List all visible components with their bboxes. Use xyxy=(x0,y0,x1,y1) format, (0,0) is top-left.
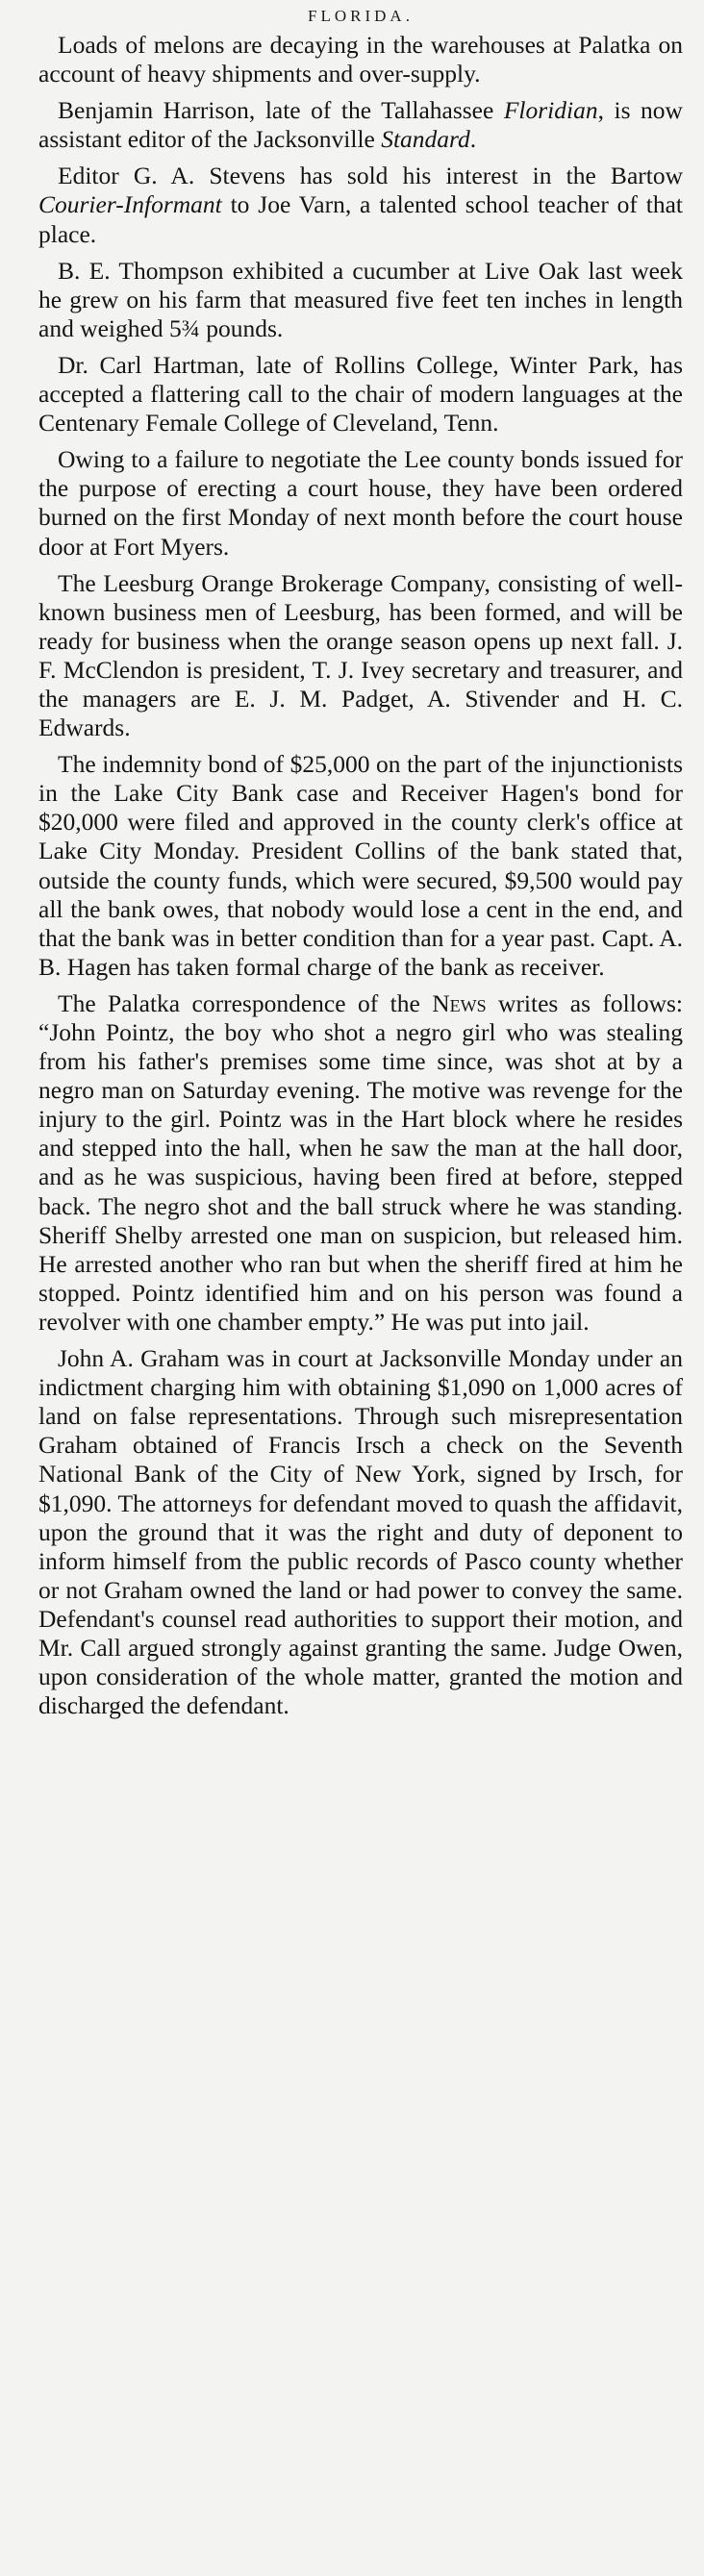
newspaper-name: Floridian xyxy=(503,96,598,125)
news-item-text: The Palatka correspondence of the xyxy=(58,988,433,1017)
news-item-lake-city-bank: The indemnity bond of $25,000 on the part of the injunctionists in the Lake City Bank case and Receiver Hagen's bond for $20,000 were filed and approved in the county clerk's office at Lake City Monday. President Collins of the bank stated that, outside the county funds, which were secured, $9,500 would pay all the bank owes, that nobody would lose a cent in the end, and that the bank was in better condition than for a year past. Capt. A. B. Hagen has taken formal charge of the bank as receiver. xyxy=(38,750,683,981)
news-item-palatka-shooting xyxy=(38,989,683,1337)
newspaper-name: Standard xyxy=(381,125,470,154)
news-item-leesburg-orange: The Leesburg Orange Brokerage Company, consisting of well-known business men of Leesburg, has been formed, and will be ready for business when the orange season opens up next fall. J. F. McClendon is president, T. J. Ivey secretary and treasurer, and the managers are E. J. M. Padget, A. Stivender and H. C. Edwards. xyxy=(38,568,683,742)
news-item-lee-county-bonds: Owing to a failure to negotiate the Lee county bonds issued for the purpose of erecting a court house, they have been ordered burned on the first Monday of next month before the court house door at Fort Myers. xyxy=(38,445,683,561)
news-item-text: , is now assistant editor of the Jacksonville xyxy=(38,96,683,154)
news-item-stevens xyxy=(38,162,683,248)
news-item-text: Editor G. A. Stevens has sold his interest in the Bartow xyxy=(58,162,683,190)
news-item-text: . xyxy=(469,125,477,154)
section-heading: FLORIDA. xyxy=(308,7,414,25)
news-item-melons: Loads of melons are decaying in the warehouses at Palatka on account of heavy shipments and over-supply. xyxy=(38,31,683,88)
news-column xyxy=(38,31,683,1720)
news-item-graham-case: John A. Graham was in court at Jacksonville Monday under an indictment charging him with obtaining $1,090 on 1,000 acres of land on false representations. Through such misrepresentation Graham obtained of Francis Irsch a check on the Seventh National Bank of the City of New York, signed by Irsch, for $1,090. The attorneys for defendant moved to quash the affidavit, upon the ground that it was the right and duty of deponent to inform himself from the public records of Pasco county whether or not Graham owned the land or had power to convey the same. Defendant's counsel read authorities to support their motion, and Mr. Call argued strongly against granting the same. Judge Owen, upon consideration of the whole matter, granted the motion and discharged the defendant. xyxy=(38,1344,683,1720)
news-item-text: to Joe Varn, a talented school teacher of that place. xyxy=(38,190,683,248)
newspaper-name: Courier-Informant xyxy=(38,190,222,219)
news-item-harrison xyxy=(38,96,683,154)
news-item-cucumber: B. E. Thompson exhibited a cucumber at Live Oak last week he grew on his farm that measured five feet ten inches in length and weighed 5¾ pounds. xyxy=(38,256,683,342)
news-item-text: writes as follows: “John Pointz, the boy who shot a negro girl who was stealing from his father's premises some time since, was shot at by a negro man on Saturday evening. The motive was revenge for the injury to the girl. Pointz was in the Hart block where he resides and stepped into the hall, when he saw the man at the hall door, and as he was suspicious, having been fired at before, stepped back. The negro shot and the ball struck where he was standing. Sheriff Shelby arrested one man on suspicion, but released him. He arrested another who ran but when the sheriff fired at him he stopped. Pointz identified him and on his person was found a revolver with one chamber empty.” He was put into jail. xyxy=(38,988,684,1336)
newspaper-name: News xyxy=(432,988,487,1017)
news-item-hartman: Dr. Carl Hartman, late of Rollins College, Winter Park, has accepted a flattering call to the chair of modern languages at the Centenary Female College of Cleveland, Tenn. xyxy=(38,350,683,438)
news-item-text: Benjamin Harrison, late of the Tallahassee xyxy=(58,96,504,125)
